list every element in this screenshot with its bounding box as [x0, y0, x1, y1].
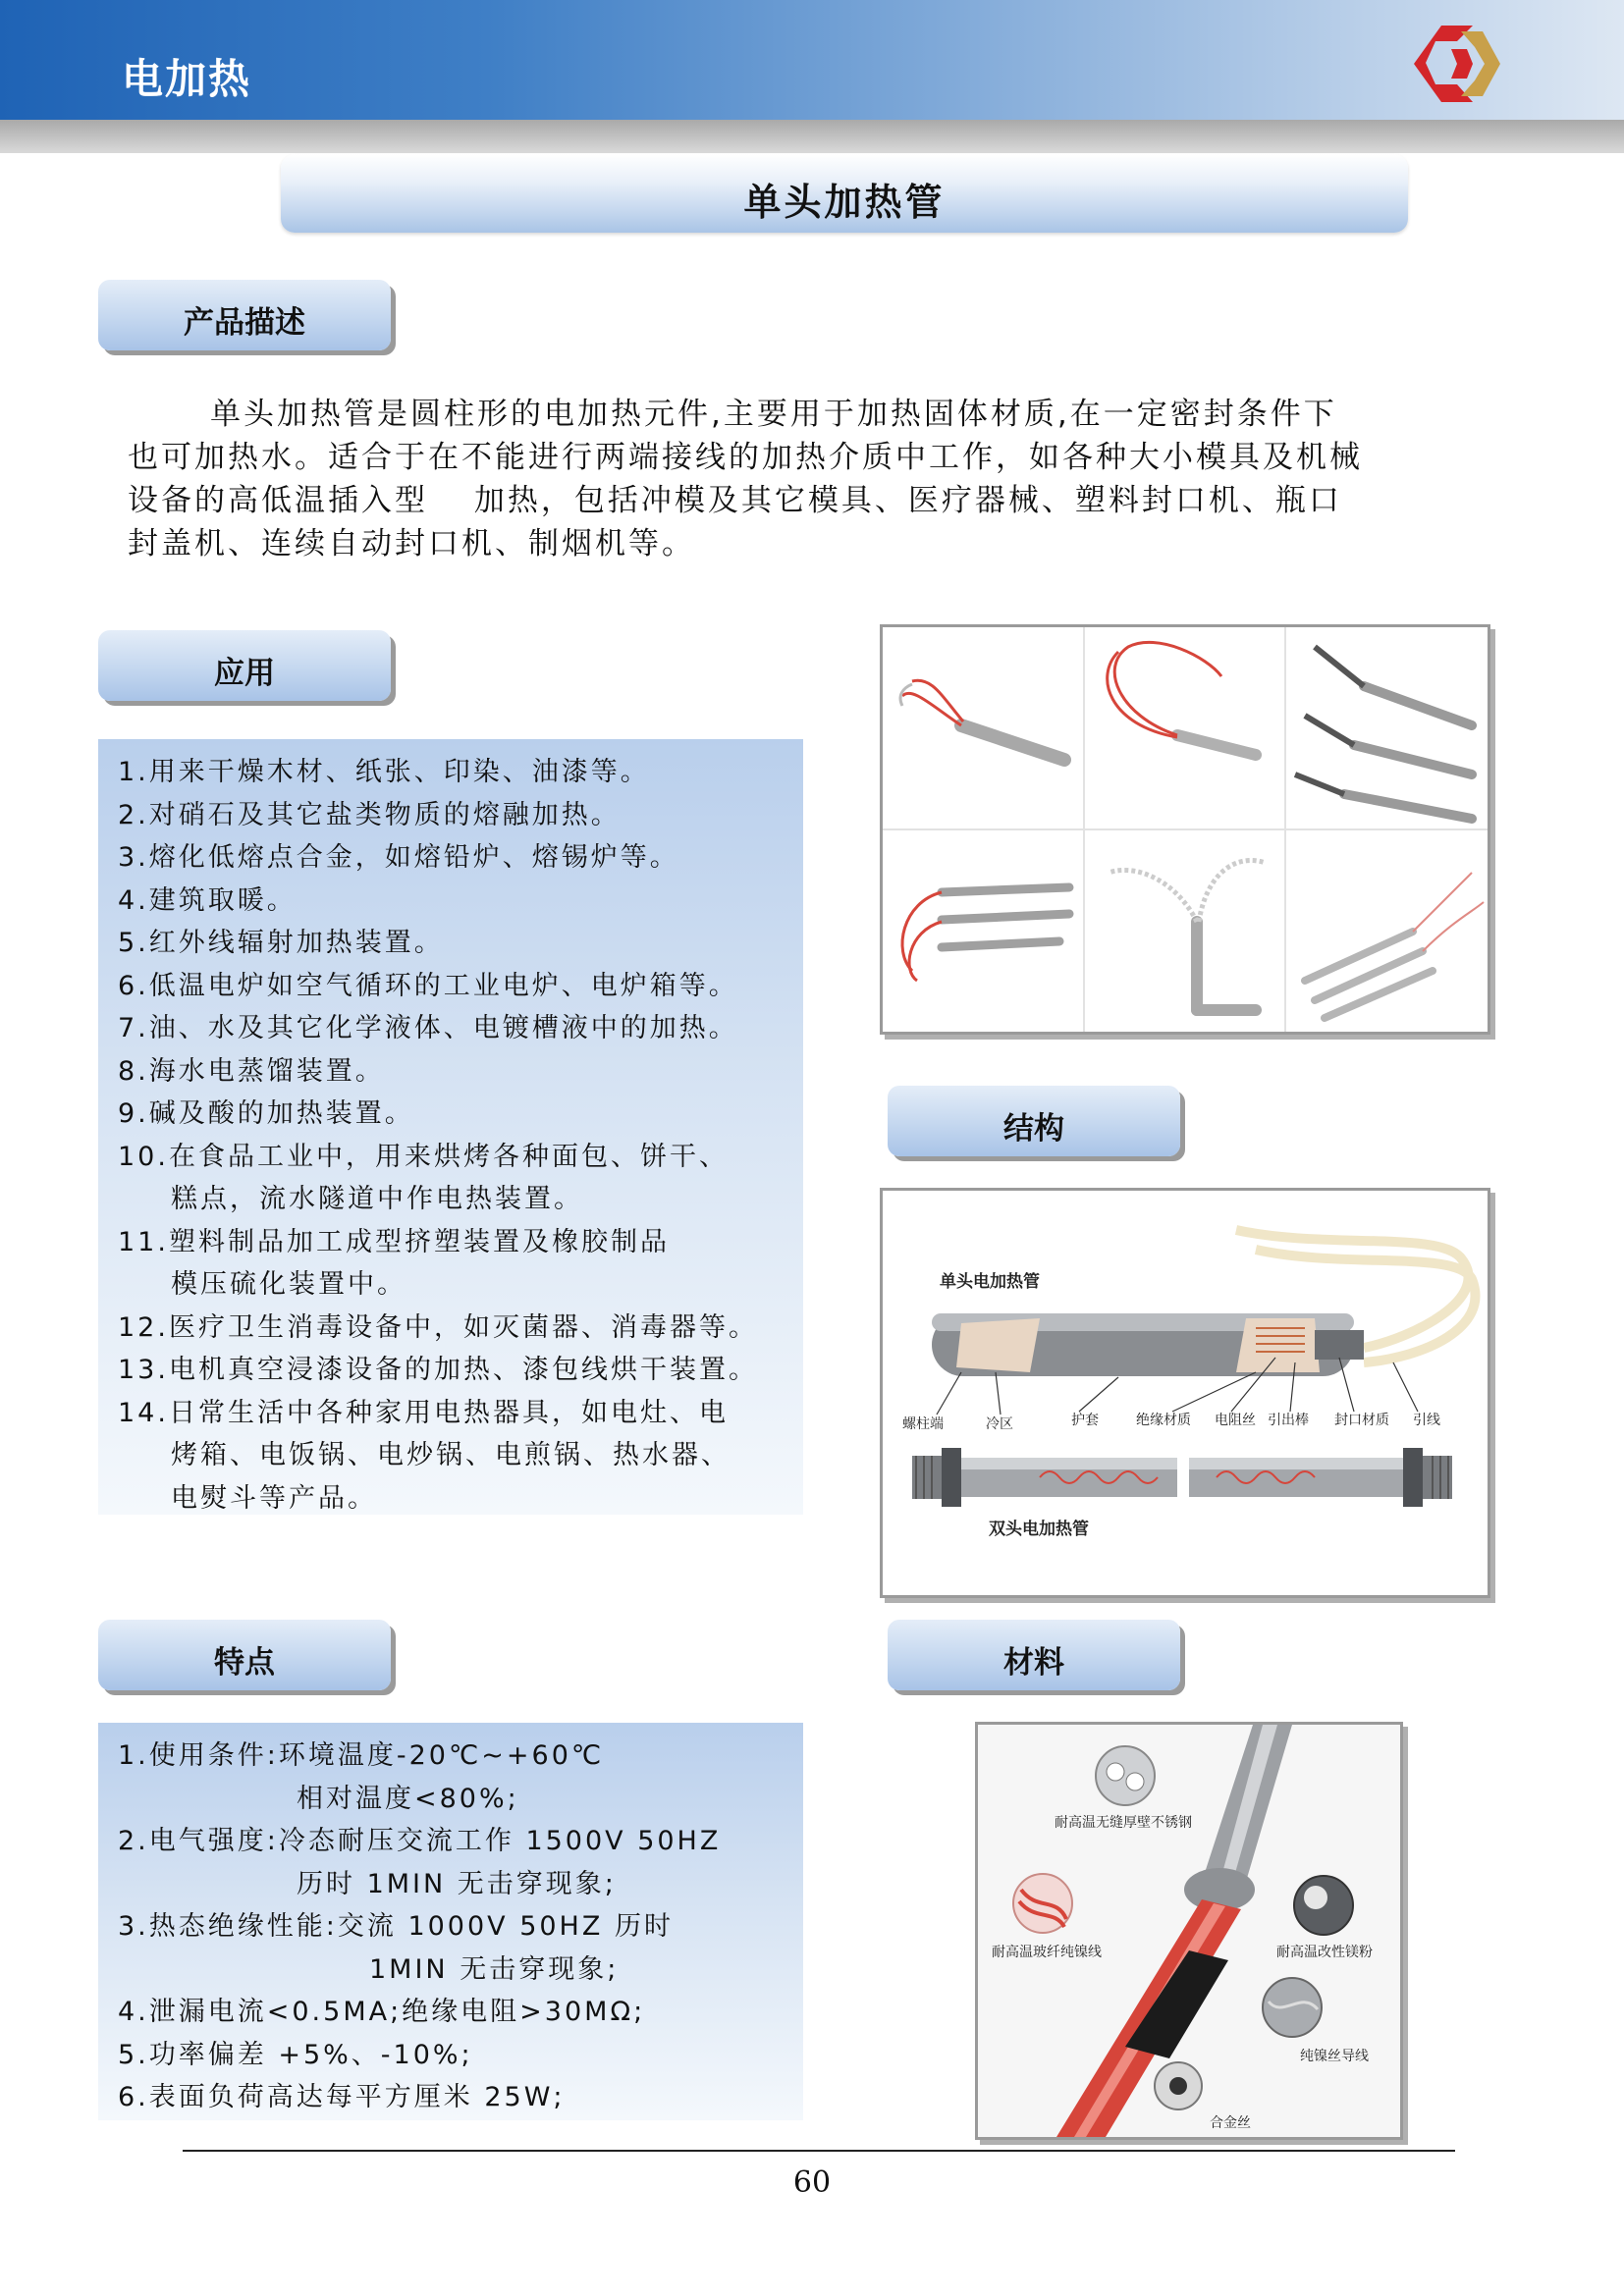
list-item-continuation: 相对温度<80%; — [297, 1783, 519, 1814]
list-item-continuation: 电熨斗等产品。 — [171, 1482, 377, 1514]
page-title-bar — [281, 154, 1408, 233]
list-item-text: 1.用来干燥木材、纸张、印染、油漆等。 — [118, 757, 650, 787]
section-heading: 材料 — [1003, 1645, 1064, 1681]
list-item-text: 11.塑料制品加工成型挤塑装置及橡胶制品 — [118, 1226, 670, 1257]
section-heading: 应用 — [214, 656, 275, 691]
label-mgo: 耐高温改性镁粉 — [1276, 1945, 1373, 1960]
label-nickel-wire: 纯镍丝导线 — [1300, 2049, 1369, 2064]
section-heading: 产品描述 — [184, 305, 305, 341]
label-alloy-wire: 合金丝 — [1210, 2115, 1251, 2131]
list-item — [118, 1735, 803, 1820]
list-item — [118, 1349, 803, 1392]
section-tab-material — [888, 1620, 1180, 1690]
list-item — [118, 1820, 803, 1905]
list-item-continuation: 历时 1MIN 无击穿现象; — [297, 1868, 617, 1899]
product-photo-grid — [880, 624, 1490, 1035]
section-tab-structure — [888, 1086, 1180, 1156]
nickel-wire-icon — [1263, 1978, 1322, 2037]
list-item-text: 8.海水电蒸馏装置。 — [118, 1055, 385, 1087]
list-item-text: 3.熔化低熔点合金，如熔铅炉、熔锡炉等。 — [118, 842, 679, 873]
section-tab-application — [98, 630, 391, 701]
list-item — [118, 794, 803, 837]
list-item — [118, 1093, 803, 1136]
list-item-text: 10.在食品工业中，用来烘烤各种面包、饼干、 — [118, 1141, 729, 1172]
label-insulation: 绝缘材质 — [1136, 1413, 1191, 1428]
label-glass-fiber: 耐高温玻纤纯镍线 — [992, 1945, 1102, 1960]
page-number: 60 — [792, 2165, 832, 2200]
description-line: 单头加热管是圆柱形的电加热元件,主要用于加热固体材质,在一定密封条件下 — [210, 397, 1337, 432]
glass-fiber-icon — [1013, 1874, 1072, 1933]
label-steel-tube: 耐高温无缝厚壁不锈钢 — [1055, 1815, 1192, 1831]
features-list — [98, 1723, 803, 2119]
page-title: 单头加热管 — [743, 181, 946, 224]
list-item-text: 6.表面负荷高达每平方厘米 25W; — [118, 2082, 566, 2112]
section-tab-description — [98, 280, 391, 350]
list-item — [118, 965, 803, 1008]
section-heading: 结构 — [1003, 1111, 1064, 1147]
list-item — [118, 1392, 803, 1521]
alloy-wire-icon — [1155, 2062, 1202, 2109]
label-lead-wire: 引线 — [1413, 1413, 1440, 1428]
application-panel — [98, 739, 803, 1515]
label-double-head: 双头电加热管 — [989, 1520, 1089, 1539]
list-item — [118, 1050, 803, 1094]
list-item-text: 1.使用条件:环境温度-20℃~+60℃ — [118, 1740, 605, 1771]
list-item-text: 6.低温电炉如空气循环的工业电炉、电炉箱等。 — [118, 970, 738, 1001]
steel-tube-icon — [1096, 1746, 1155, 1805]
list-item-text: 13.电机真空浸漆设备的加热、漆包线烘干装置。 — [118, 1355, 758, 1385]
list-item-text: 7.油、水及其它化学液体、电镀槽液中的加热。 — [118, 1013, 738, 1043]
footer-divider — [183, 2150, 1455, 2152]
list-item — [118, 1307, 803, 1350]
list-item-continuation: 1MIN 无击穿现象; — [369, 1953, 620, 1985]
structure-diagram-frame — [880, 1188, 1490, 1598]
section-heading: 特点 — [214, 1645, 275, 1681]
list-item — [118, 836, 803, 880]
description-line: 封盖机、连续自动封口机、制烟机等。 — [128, 526, 695, 561]
material-diagram — [978, 1725, 1400, 2137]
list-item — [118, 1905, 803, 1991]
list-item-continuation: 糕点，流水隧道中作电热装置。 — [171, 1184, 583, 1214]
label-single-head: 单头电加热管 — [940, 1272, 1040, 1292]
list-item-text: 12.医疗卫生消毒设备中，如灭菌器、消毒器等。 — [118, 1311, 758, 1343]
list-item-continuation: 烤箱、电饭锅、电炒锅、电煎锅、热水器、 — [171, 1440, 731, 1470]
list-item-text: 3.热态绝缘性能:交流 1000V 50HZ 历时 — [118, 1911, 674, 1942]
list-item — [118, 2076, 803, 2119]
features-panel — [98, 1723, 803, 2120]
list-item — [118, 1136, 803, 1221]
list-item-text: 9.碱及酸的加热装置。 — [118, 1098, 414, 1129]
label-cold-zone: 冷区 — [986, 1416, 1013, 1432]
list-item-text: 2.电气强度:冷态耐压交流工作 1500V 50HZ — [118, 1826, 722, 1856]
label-thread: 螺柱端 — [902, 1416, 944, 1432]
structure-diagram — [883, 1191, 1488, 1595]
label-lead-rod: 引出棒 — [1268, 1413, 1309, 1428]
list-item-continuation: 模压硫化装置中。 — [171, 1269, 406, 1300]
application-list — [98, 739, 803, 1520]
mgo-powder-icon — [1294, 1876, 1353, 1935]
list-item-text: 14.日常生活中各种家用电热器具，如电灶、电 — [118, 1397, 729, 1428]
brand-logo-icon — [1412, 24, 1502, 104]
list-item-text: 4.建筑取暖。 — [118, 884, 297, 916]
header-title: 电加热 — [122, 55, 252, 103]
list-item — [118, 922, 803, 965]
list-item — [118, 880, 803, 923]
list-item — [118, 1991, 803, 2034]
list-item-text: 4.泄漏电流<0.5MA;绝缘电阻>30MΩ; — [118, 1997, 646, 2027]
description-line: 设备的高低温插入型 加热，包括冲模及其它模具、医疗器械、塑料封口机、瓶口 — [128, 483, 1342, 518]
list-item — [118, 1007, 803, 1050]
label-sheath: 护套 — [1071, 1413, 1099, 1428]
list-item — [118, 751, 803, 794]
header-divider — [0, 120, 1624, 153]
description-line: 也可加热水。适合于在不能进行两端接线的加热介质中工作，如各种大小模具及机械 — [128, 440, 1363, 475]
label-resistance-wire: 电阻丝 — [1215, 1413, 1256, 1428]
section-tab-features — [98, 1620, 391, 1690]
material-image-frame — [975, 1722, 1403, 2140]
list-item-text: 2.对硝石及其它盐类物质的熔融加热。 — [118, 799, 621, 830]
list-item — [118, 1221, 803, 1307]
list-item — [118, 2034, 803, 2077]
list-item-text: 5.红外线辐射加热装置。 — [118, 928, 444, 958]
product-photos-image — [883, 627, 1488, 1032]
list-item-text: 5.功率偏差 +5%、-10%; — [118, 2039, 473, 2070]
description-text — [128, 393, 1483, 565]
label-seal: 封口材质 — [1334, 1413, 1389, 1428]
